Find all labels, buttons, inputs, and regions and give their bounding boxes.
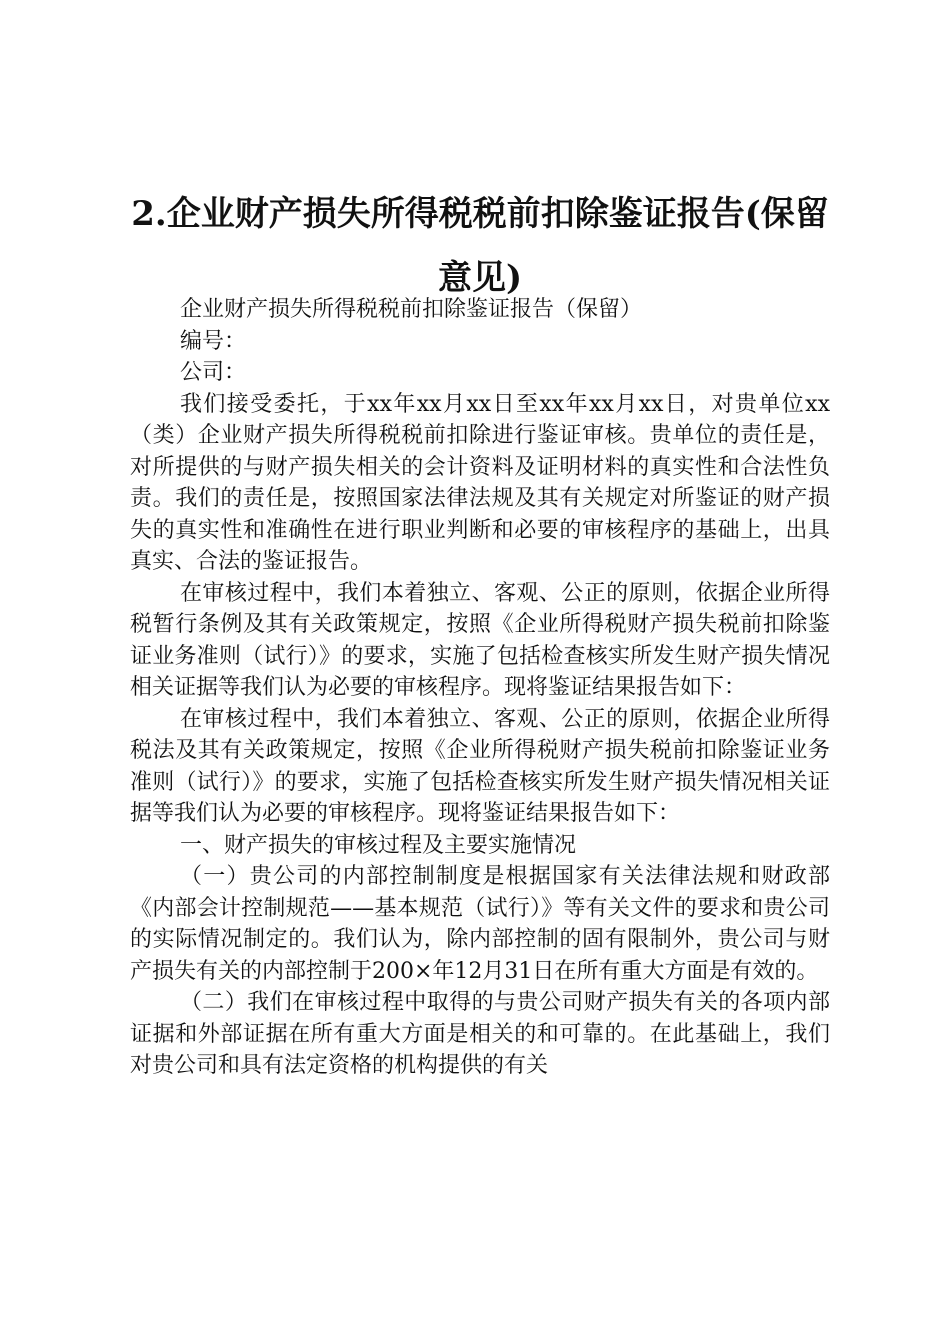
document-body	[130, 294, 830, 1082]
section-heading: 一、财产损失的审核过程及主要实施情况	[180, 832, 577, 858]
document-title: 2.企业财产损失所得税税前扣除鉴证报告(保留意见)	[131, 194, 829, 298]
body-paragraph: 在审核过程中，我们本着独立、客观、公正的原则，依据企业所得税法及其有关政策规定，按照《企业所得税财产损失税前扣除鉴证业务准则（试行）》的要求，实施了包括检查核实所发生财产损失情况相关证据等我们认为必要的审核程序。现将鉴证结果报告如下：	[130, 706, 830, 826]
body-paragraph: （二）我们在审核过程中取得的与贵公司财产损失有关的各项内部证据和外部证据在所有重大方面是相关的和可靠的。在此基础上，我们对贵公司和具有法定资格的机构提供的有关	[130, 990, 830, 1078]
body-paragraph: 在审核过程中，我们本着独立、客观、公正的原则，依据企业所得税暂行条例及其有关政策规定，按照《企业所得税财产损失税前扣除鉴证业务准则（试行）》的要求，实施了包括检查核实所发生财产损失情况相关证据等我们认为必要的审核程序。现将鉴证结果报告如下：	[130, 580, 830, 700]
company-line: 公司：	[180, 360, 247, 385]
body-paragraph: （一）贵公司的内部控制制度是根据国家有关法律法规和财政部《内部会计控制规范——基本规范（试行）》等有关文件的要求和贵公司的实际情况制定的。我们认为，除内部控制的固有限制外，贵公司与财产损失有关的内部控制于200×年12月31日在所有重大方面是有效的。	[130, 864, 830, 984]
report-subtitle: 企业财产损失所得税税前扣除鉴证报告（保留）	[180, 297, 643, 322]
body-paragraph: 我们接受委托，于xx年xx月xx日至xx年xx月xx日，对贵单位xx（类）企业财产损失所得税税前扣除进行鉴证审核。贵单位的责任是，对所提供的与财产损失相关的会计资料及证明材料的真实性和合法性负责。我们的责任是，按照国家法律法规及其有关规定对所鉴证的财产损失的真实性和准确性在进行职业判断和必要的审核程序的基础上，出具真实、合法的鉴证报告。	[130, 391, 830, 574]
serial-number-line: 编号：	[180, 328, 247, 354]
